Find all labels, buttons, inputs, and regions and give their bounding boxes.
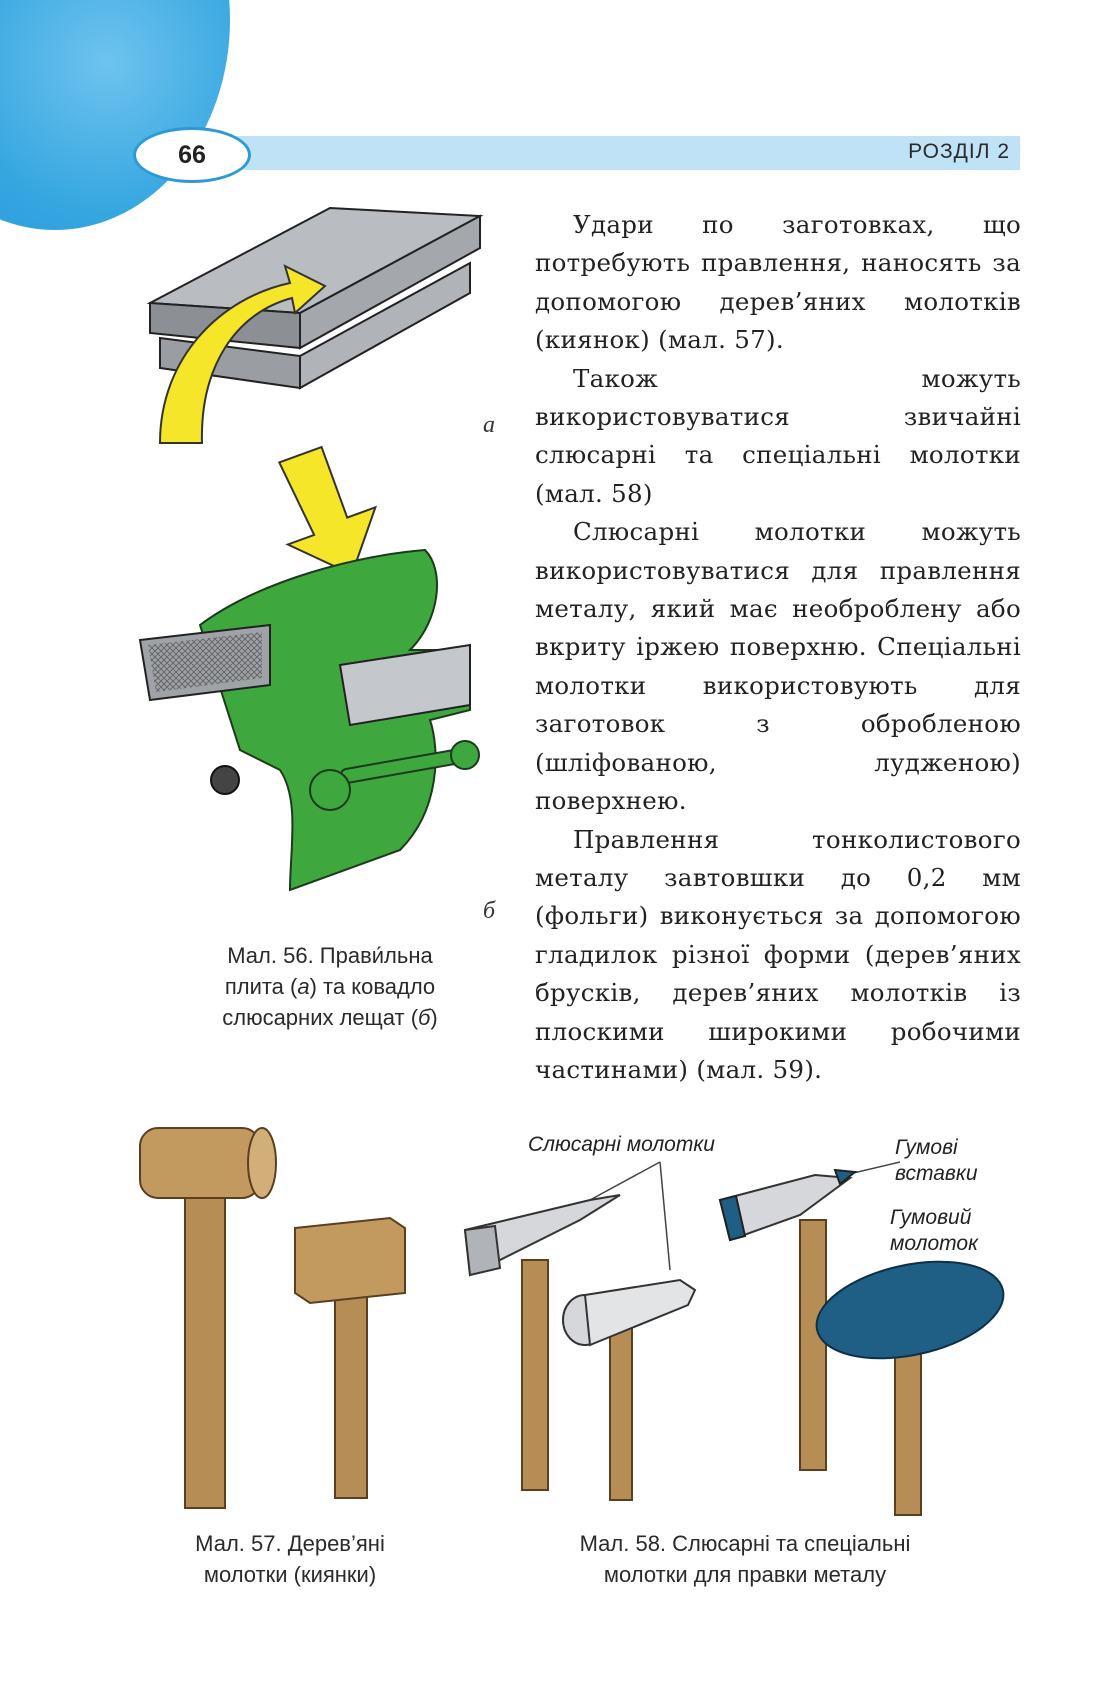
fig58-caption-line1: Мал. 58. Слюсарні та спеціальні bbox=[579, 1531, 911, 1556]
fig56-caption bbox=[160, 940, 500, 1033]
fig56-caption-line3: слюсарних лещат (б) bbox=[222, 1005, 438, 1030]
fig57-caption-line2: молотки (киянки) bbox=[203, 1562, 377, 1587]
corner-decoration bbox=[0, 0, 230, 230]
fig58-label-rubber-inserts: Гумові вставки bbox=[895, 1136, 978, 1185]
fig58-label-locksmith: Слюсарні молотки bbox=[528, 1133, 715, 1156]
fig57-caption-line1: Мал. 57. Дерев’яні bbox=[195, 1531, 385, 1556]
paragraph-2: Також можуть використовуватися звичайні слюсарні та спеціальні молотки (мал. 58) bbox=[535, 363, 1021, 508]
paragraph-1: Удари по заготовках, що потребують правлення, наносять за допомогою дерев’яних молотків (киянок) (мал. 57). bbox=[535, 210, 1021, 355]
section-title: РОЗДІЛ 2 bbox=[908, 140, 1010, 163]
body-text bbox=[535, 206, 1021, 1089]
fig58-label-rubber-hammer: Гумовий молоток bbox=[890, 1206, 978, 1255]
header-band bbox=[230, 136, 1020, 170]
fig58-caption bbox=[510, 1528, 980, 1590]
fig56-caption-line2: плита (а) та ковадло bbox=[224, 974, 436, 999]
page-number: 66 bbox=[133, 127, 251, 183]
fig57-wooden-mallets bbox=[135, 1118, 435, 1548]
fig58-hammers-illustration bbox=[460, 1160, 1010, 1520]
fig56b-letter: б bbox=[483, 898, 496, 924]
fig56b-vise-illustration bbox=[140, 450, 480, 890]
fig58-caption-line2: молотки для правки металу bbox=[603, 1562, 887, 1587]
paragraph-3: Слюсарні молотки можуть використовуватися для правлення металу, який має необроблену або вкриту іржею поверхню. Спеціальні молотки використовують для заготовок з обробленою (шліфованою, лудженою) поверхнею. bbox=[535, 517, 1021, 816]
fig56-caption-line1: Мал. 56. Прави́льна bbox=[227, 943, 433, 968]
fig56a-letter: а bbox=[483, 412, 495, 438]
fig57-caption bbox=[140, 1528, 440, 1590]
paragraph-4: Правлення тонколистового металу завтовшки до 0,2 мм (фольги) виконується за допомогою гладилок різної форми (дерев’яних брусків, дерев’яних молотків із плоскими широкими робочими частинами) (мал. 59). bbox=[535, 824, 1021, 1084]
fig56a-plate-illustration bbox=[140, 208, 480, 448]
